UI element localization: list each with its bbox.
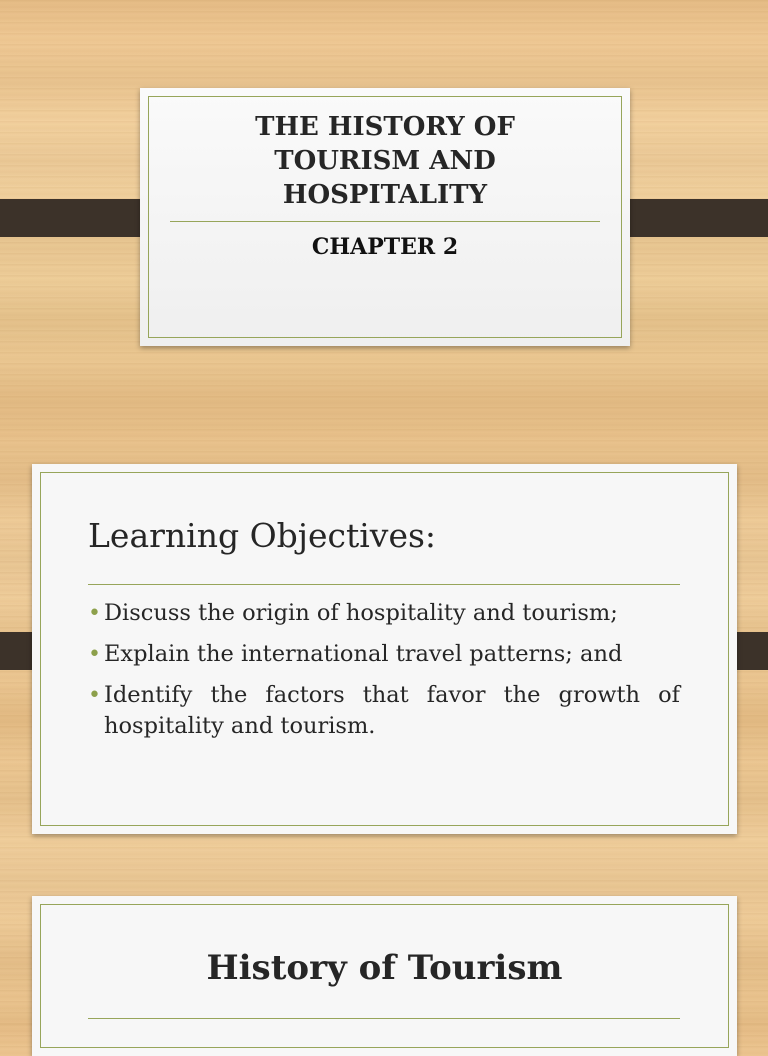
history-slide xyxy=(32,896,737,1056)
title-line: TOURISM AND xyxy=(274,146,496,176)
title-line: HOSPITALITY xyxy=(282,180,488,210)
heading-divider xyxy=(88,1018,680,1019)
slide-heading: History of Tourism xyxy=(206,948,563,988)
list-item-text: Explain the international travel patterns; and xyxy=(104,641,623,667)
list-item-text: Discuss the origin of hospitality and tourism; xyxy=(104,600,618,626)
title-slide xyxy=(140,88,630,346)
slide-tab-right xyxy=(613,199,768,237)
heading-divider xyxy=(88,584,680,585)
list-item-text: Identify the factors that favor the growth of hospitality and tourism. xyxy=(104,682,680,739)
title-line: THE HISTORY OF xyxy=(255,112,515,142)
bullet-icon: • xyxy=(88,642,101,667)
list-item xyxy=(88,680,680,742)
objectives-slide xyxy=(32,464,737,834)
slide-title xyxy=(140,110,630,212)
list-item xyxy=(88,639,680,670)
slide-tab-left xyxy=(0,199,156,237)
title-divider xyxy=(170,221,600,222)
slide-heading: Learning Objectives: xyxy=(88,516,437,555)
slide-subtitle: CHAPTER 2 xyxy=(311,234,459,260)
list-item xyxy=(88,598,680,629)
objectives-list xyxy=(88,598,680,752)
bullet-icon: • xyxy=(88,601,101,626)
bullet-icon: • xyxy=(88,683,101,708)
